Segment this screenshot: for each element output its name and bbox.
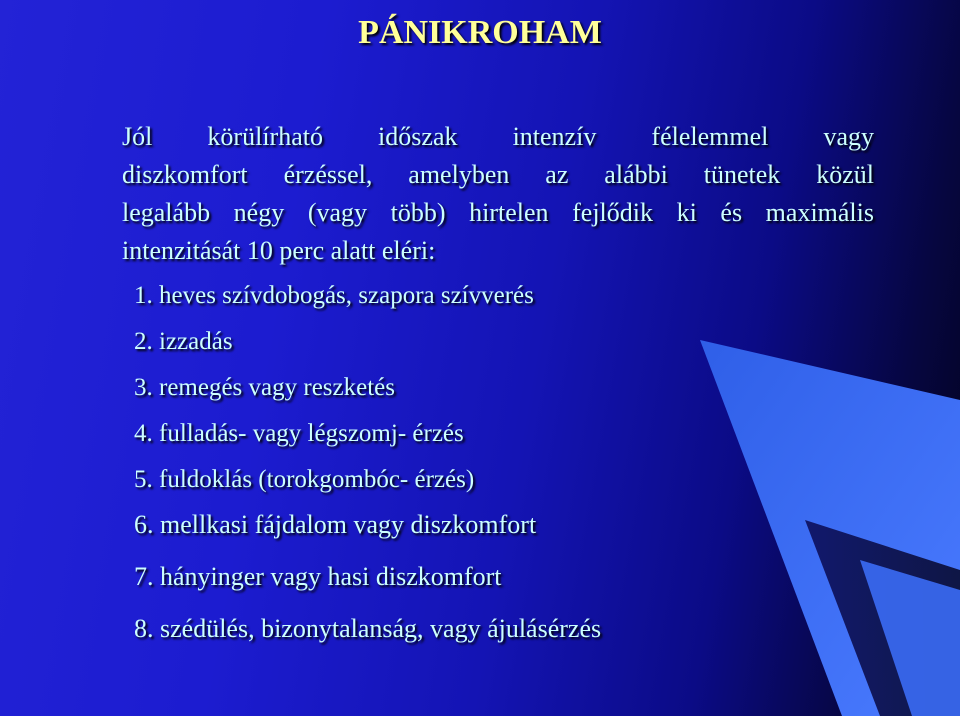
symptom-item-7: 7. hányinger vagy hasi diszkomfort [134,562,502,591]
intro-paragraph [122,118,874,270]
symptom-item-6: 6. mellkasi fájdalom vagy diszkomfort [134,510,537,539]
symptom-item-3: 3. remegés vagy reszketés [134,374,395,401]
intro-line-1: Jól körülírható időszak intenzív félelemmel vagy [122,122,874,151]
symptom-item-8: 8. szédülés, bizonytalanság, vagy ájulásérzés [134,614,602,643]
intro-line-3: legalább négy (vagy több) hirtelen fejlődik ki és maximális [122,198,874,227]
symptom-item-4: 4. fulladás- vagy légszomj- érzés [134,420,464,447]
intro-line-2: diszkomfort érzéssel, amelyben az alábbi tünetek közül [122,160,874,189]
symptom-item-2: 2. izzadás [134,328,233,355]
symptom-item-1: 1. heves szívdobogás, szapora szívverés [134,282,534,309]
slide-title: PÁNIKROHAM [358,14,602,51]
intro-line-4: intenzitását 10 perc alatt eléri: [122,236,436,265]
symptom-item-5: 5. fuldoklás (torokgombóc- érzés) [134,466,475,493]
